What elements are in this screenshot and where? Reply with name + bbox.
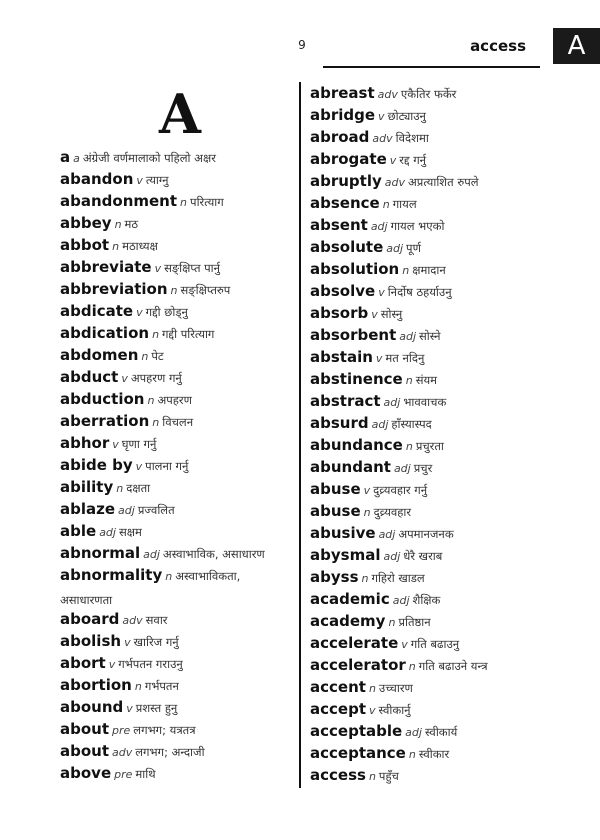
part-of-speech: n <box>363 506 371 519</box>
nepali-gloss: अपहरण <box>157 393 192 407</box>
nepali-gloss: विदेशमा <box>395 131 429 145</box>
headword: abbreviate <box>60 258 152 276</box>
left-column <box>60 146 295 784</box>
headword: absorb <box>310 304 369 322</box>
dictionary-entry <box>310 676 590 698</box>
nepali-gloss: गति बढाउने यन्त्र <box>418 659 488 673</box>
part-of-speech: v <box>112 438 119 451</box>
nepali-gloss: विचलन <box>162 415 194 429</box>
dictionary-entry <box>310 258 590 280</box>
part-of-speech: pre <box>114 768 133 781</box>
nepali-gloss: दुव्र्यवहार <box>373 505 412 519</box>
dictionary-entry <box>310 236 590 258</box>
part-of-speech: n <box>180 196 188 209</box>
headword: absent <box>310 216 368 234</box>
dictionary-entry <box>310 390 590 412</box>
headword: abreast <box>310 84 375 102</box>
headword: abduction <box>60 390 145 408</box>
part-of-speech: v <box>135 460 143 473</box>
part-of-speech: adj <box>378 528 396 541</box>
part-of-speech: v <box>136 174 143 187</box>
part-of-speech: adv <box>122 614 143 627</box>
part-of-speech: adj <box>392 594 410 607</box>
nepali-gloss: परित्याग <box>190 195 224 209</box>
part-of-speech: adj <box>371 418 389 431</box>
nepali-gloss: सोस्नु <box>380 307 403 321</box>
dictionary-entry <box>60 366 295 388</box>
dictionary-entry <box>310 764 590 786</box>
nepali-gloss: शैक्षिक <box>412 593 441 607</box>
nepali-gloss: सोस्ने <box>419 329 441 343</box>
nepali-gloss: छोट्याउनु <box>387 109 426 123</box>
nepali-gloss: सङ्क्षिप्त पार्नु <box>164 261 221 275</box>
headword: abolish <box>60 632 122 650</box>
dictionary-entry <box>60 388 295 410</box>
dictionary-entry <box>60 476 295 498</box>
dictionary-entry <box>60 608 295 630</box>
nepali-gloss: अप्रत्याशित रुपले <box>408 175 479 189</box>
nepali-gloss: उच्चारण <box>378 681 413 695</box>
headword: ability <box>60 478 114 496</box>
dictionary-entry <box>310 302 590 324</box>
headword: abysmal <box>310 546 381 564</box>
headword: accelerator <box>310 656 406 674</box>
nepali-gloss: स्वीकार्नु <box>378 703 411 717</box>
nepali-gloss: गद्दी छोड्नु <box>145 305 188 319</box>
headword: abdicate <box>60 302 134 320</box>
dictionary-entry <box>310 214 590 236</box>
part-of-speech: n <box>114 218 122 231</box>
part-of-speech: v <box>375 352 383 365</box>
nepali-gloss: प्रशस्त हुनु <box>135 701 178 715</box>
headword: abhor <box>60 434 110 452</box>
dictionary-entry <box>60 630 295 652</box>
running-head: access <box>470 37 526 55</box>
part-of-speech: v <box>378 286 385 299</box>
headword: abruptly <box>310 172 382 190</box>
part-of-speech: n <box>368 682 376 695</box>
headword: able <box>60 522 97 540</box>
headword: abusive <box>310 524 376 542</box>
dictionary-entry <box>310 544 590 566</box>
headword: aberration <box>60 412 150 430</box>
nepali-gloss: सक्षम <box>118 525 142 539</box>
headword: abroad <box>310 128 370 146</box>
headword: abuse <box>310 480 361 498</box>
part-of-speech: n <box>116 482 124 495</box>
nepali-gloss: अंग्रेजी वर्णमालाको पहिलो अक्षर <box>82 151 216 165</box>
part-of-speech: adj <box>383 396 401 409</box>
part-of-speech: n <box>141 350 149 363</box>
nepali-gloss: पालना गर्नु <box>145 459 189 473</box>
dictionary-entry <box>310 566 590 588</box>
part-of-speech: adv <box>112 746 133 759</box>
headword: a <box>60 148 71 166</box>
headword: abridge <box>310 106 376 124</box>
headword: abide by <box>60 456 133 474</box>
nepali-gloss: संयम <box>415 373 438 387</box>
headword: aboard <box>60 610 120 628</box>
dictionary-entry <box>310 82 590 104</box>
headword: abduct <box>60 368 119 386</box>
nepali-gloss: सवार <box>145 613 168 627</box>
headword: abstain <box>310 348 373 366</box>
dictionary-entry <box>60 454 295 476</box>
headword: accent <box>310 678 366 696</box>
part-of-speech: a <box>73 152 80 165</box>
dictionary-entry <box>310 720 590 742</box>
nepali-gloss: मठ <box>124 217 139 231</box>
nepali-gloss: अपहरण गर्नु <box>130 371 182 385</box>
part-of-speech: adv <box>372 132 393 145</box>
nepali-gloss: माथि <box>135 767 156 781</box>
nepali-gloss: धेरै खराब <box>403 549 443 563</box>
header-rule <box>323 66 540 68</box>
dictionary-entry <box>60 696 295 718</box>
headword: absence <box>310 194 380 212</box>
dictionary-entry <box>60 168 295 190</box>
dictionary-entry <box>310 478 590 500</box>
nepali-gloss: गद्दी परित्याग <box>162 327 215 341</box>
nepali-gloss: मठाध्यक्ष <box>122 239 158 253</box>
headword: abdomen <box>60 346 139 364</box>
headword: about <box>60 720 110 738</box>
nepali-gloss: गायल भएको <box>390 219 445 233</box>
headword: absorbent <box>310 326 397 344</box>
part-of-speech: n <box>361 572 369 585</box>
part-of-speech: adj <box>405 726 422 739</box>
nepali-gloss: दक्षता <box>126 481 151 495</box>
dictionary-entry <box>60 256 295 278</box>
dictionary-entry <box>310 148 590 170</box>
part-of-speech: n <box>405 440 413 453</box>
dictionary-entry <box>60 674 295 696</box>
dictionary-entry <box>310 588 590 610</box>
page-number: 9 <box>298 38 306 52</box>
nepali-gloss: प्रज्वलित <box>137 503 175 517</box>
part-of-speech: v <box>363 484 371 497</box>
nepali-gloss: पेट <box>151 349 164 363</box>
part-of-speech: v <box>154 262 162 275</box>
part-of-speech: adj <box>370 220 388 233</box>
dictionary-entry <box>60 498 295 520</box>
nepali-gloss: दुव्र्यवहार गर्नु <box>373 483 428 497</box>
nepali-gloss: क्षमादान <box>412 263 446 277</box>
dictionary-entry <box>310 126 590 148</box>
dictionary-entry <box>310 632 590 654</box>
nepali-gloss: स्वीकार्य <box>424 725 458 739</box>
headword: abdication <box>60 324 150 342</box>
dictionary-entry <box>60 190 295 212</box>
headword: acceptance <box>310 744 406 762</box>
headword: abnormality <box>60 566 163 584</box>
nepali-gloss: रद्द गर्नु <box>399 153 427 167</box>
part-of-speech: adj <box>118 504 135 517</box>
headword: absolve <box>310 282 376 300</box>
nepali-gloss: निर्दोष ठहर्याउनु <box>387 285 452 299</box>
part-of-speech: n <box>147 394 155 407</box>
nepali-gloss: लगभग; यत्रतत्र <box>133 723 196 737</box>
nepali-gloss: अस्वाभाविक, असाधारण <box>162 547 265 561</box>
dictionary-entry <box>60 212 295 234</box>
headword: acceptable <box>310 722 403 740</box>
headword: accelerate <box>310 634 399 652</box>
part-of-speech: v <box>124 636 131 649</box>
dictionary-entry <box>60 278 295 300</box>
dictionary-entry <box>310 412 590 434</box>
part-of-speech: n <box>382 198 390 211</box>
dictionary-entry <box>310 654 590 676</box>
part-of-speech: adv <box>377 88 398 101</box>
part-of-speech: n <box>402 264 410 277</box>
headword: abyss <box>310 568 359 586</box>
right-column <box>310 82 590 786</box>
headword: academic <box>310 590 390 608</box>
nepali-gloss: पहुँच <box>378 769 399 783</box>
nepali-gloss: लगभग; अन्दाजी <box>135 745 205 759</box>
part-of-speech: n <box>368 770 376 783</box>
section-letter: A <box>159 82 201 146</box>
part-of-speech: n <box>170 284 178 297</box>
nepali-gloss: पूर्ण <box>406 241 421 255</box>
dictionary-entry <box>310 456 590 478</box>
letter-tab: A <box>553 28 600 64</box>
nepali-gloss: सङ्क्षिप्तरुप <box>180 283 231 297</box>
headword: abrogate <box>310 150 387 168</box>
dictionary-entry <box>310 368 590 390</box>
part-of-speech: n <box>134 680 142 693</box>
headword: abstinence <box>310 370 403 388</box>
column-divider <box>299 82 301 788</box>
dictionary-entry <box>60 410 295 432</box>
headword: abundant <box>310 458 391 476</box>
part-of-speech: n <box>388 616 396 629</box>
dictionary-entry <box>310 500 590 522</box>
part-of-speech: v <box>136 306 143 319</box>
nepali-gloss: अपमानजनक <box>398 527 454 541</box>
headword: abbot <box>60 236 110 254</box>
part-of-speech: v <box>389 154 397 167</box>
part-of-speech: n <box>112 240 120 253</box>
part-of-speech: n <box>165 570 173 583</box>
headword: accept <box>310 700 366 718</box>
part-of-speech: v <box>121 372 128 385</box>
nepali-gloss: घृणा गर्नु <box>121 437 157 451</box>
nepali-gloss: प्रचुरता <box>415 439 444 453</box>
nepali-gloss: एकैतिर फर्केर <box>400 87 457 101</box>
dictionary-entry <box>60 432 295 454</box>
headword: abandon <box>60 170 134 188</box>
headword: about <box>60 742 110 760</box>
headword: academy <box>310 612 386 630</box>
dictionary-entry <box>310 192 590 214</box>
headword: abort <box>60 654 106 672</box>
part-of-speech: adj <box>143 548 160 561</box>
part-of-speech: adv <box>384 176 405 189</box>
nepali-gloss: त्याग्नु <box>145 173 169 187</box>
dictionary-entry <box>60 322 295 344</box>
headword: abortion <box>60 676 132 694</box>
dictionary-entry <box>310 522 590 544</box>
headword: absurd <box>310 414 369 432</box>
headword: abound <box>60 698 124 716</box>
dictionary-entry <box>60 300 295 322</box>
headword: abuse <box>310 502 361 520</box>
dictionary-entry <box>60 564 295 608</box>
part-of-speech: n <box>408 748 416 761</box>
part-of-speech: n <box>408 660 416 673</box>
part-of-speech: n <box>405 374 413 387</box>
headword: absolute <box>310 238 384 256</box>
headword: abandonment <box>60 192 178 210</box>
part-of-speech: v <box>108 658 116 671</box>
dictionary-entry <box>310 434 590 456</box>
part-of-speech: v <box>126 702 133 715</box>
nepali-gloss: गर्भपतन गराउनु <box>118 657 183 671</box>
dictionary-entry <box>310 742 590 764</box>
part-of-speech: v <box>401 638 408 651</box>
headword: abnormal <box>60 544 141 562</box>
headword: above <box>60 764 112 782</box>
dictionary-entry <box>310 104 590 126</box>
dictionary-entry <box>310 170 590 192</box>
dictionary-entry <box>310 324 590 346</box>
dictionary-entry <box>60 740 295 762</box>
headword: absolution <box>310 260 400 278</box>
nepali-gloss: हाँस्यास्पद <box>391 417 432 431</box>
headword: ablaze <box>60 500 116 518</box>
dictionary-entry <box>310 346 590 368</box>
part-of-speech: pre <box>112 724 131 737</box>
part-of-speech: v <box>378 110 385 123</box>
nepali-gloss: भाववाचक <box>403 395 447 409</box>
part-of-speech: adj <box>99 526 116 539</box>
part-of-speech: adj <box>386 242 404 255</box>
nepali-gloss: मत नदिनु <box>385 351 425 365</box>
nepali-gloss: गर्भपतन <box>144 679 179 693</box>
part-of-speech: adj <box>383 550 401 563</box>
dictionary-entry <box>60 344 295 366</box>
part-of-speech: v <box>369 704 376 717</box>
headword: abundance <box>310 436 403 454</box>
nepali-gloss: गायल <box>392 197 417 211</box>
nepali-gloss: स्वीकार <box>418 747 450 761</box>
headword: abbey <box>60 214 112 232</box>
dictionary-entry <box>310 610 590 632</box>
nepali-gloss: गति बढाउनु <box>410 637 460 651</box>
part-of-speech: v <box>371 308 378 321</box>
nepali-gloss: प्रचुर <box>413 461 433 475</box>
nepali-gloss: अस्वाभाविकता, असाधारणता <box>60 569 241 607</box>
part-of-speech: n <box>152 416 160 429</box>
dictionary-entry <box>60 762 295 784</box>
dictionary-entry <box>310 280 590 302</box>
dictionary-entry <box>310 698 590 720</box>
dictionary-entry <box>60 234 295 256</box>
dictionary-entry <box>60 542 295 564</box>
nepali-gloss: प्रतिष्ठान <box>398 615 431 629</box>
dictionary-entry <box>60 146 295 168</box>
part-of-speech: n <box>152 328 160 341</box>
part-of-speech: adj <box>393 462 411 475</box>
dictionary-entry <box>60 652 295 674</box>
headword: abstract <box>310 392 381 410</box>
part-of-speech: adj <box>399 330 417 343</box>
nepali-gloss: खारिज गर्नु <box>133 635 179 649</box>
headword: access <box>310 766 366 784</box>
dictionary-entry <box>60 718 295 740</box>
headword: abbreviation <box>60 280 168 298</box>
dictionary-entry <box>60 520 295 542</box>
nepali-gloss: गहिरो खाडल <box>371 571 425 585</box>
